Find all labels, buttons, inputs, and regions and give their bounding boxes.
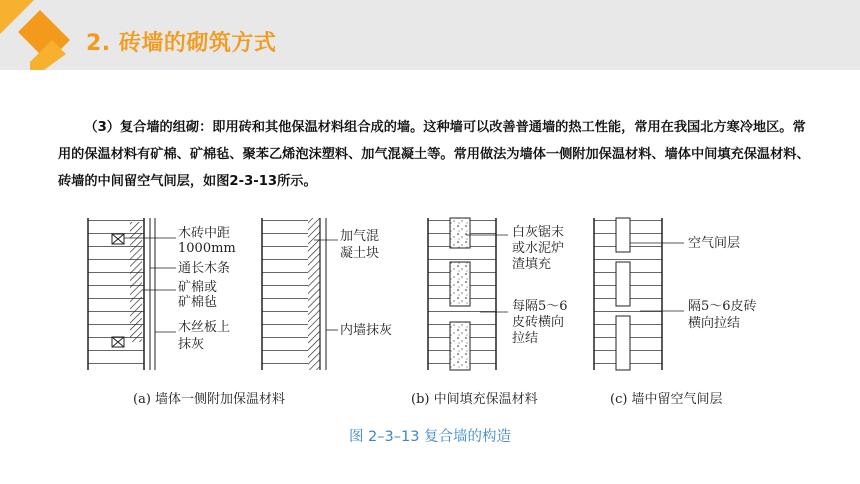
panel-b-label-5: 皮砖横向 [512, 315, 565, 330]
panel-a-label-5: 矿棉毡 [178, 295, 218, 310]
panel-c-label-1: 空气间层 [688, 236, 741, 251]
panel-a2-label-1: 加气混 [340, 229, 380, 244]
panel-a2-wall-drawing [262, 218, 338, 370]
page-title: 2. 砖墙的砌筑方式 [86, 31, 277, 56]
panel-c-caption: (c) 墙中留空气间层 [610, 392, 723, 407]
panel-a-label-7: 抹灰 [178, 337, 205, 352]
panel-b-label-3: 渣填充 [512, 257, 552, 272]
panel-b-label-1: 白灰锯末 [512, 225, 565, 240]
panel-b-label-6: 拉结 [512, 331, 539, 346]
panel-a-label-4: 矿棉或 [178, 280, 218, 295]
panel-c-label-3: 横向拉结 [688, 316, 741, 331]
panel-b-label-4: 每隔5～6 [512, 299, 568, 314]
panel-b-label-2: 或水泥炉 [512, 241, 565, 256]
panel-a-label-6: 木丝板上 [178, 320, 231, 335]
panel-a-label-2: 1000mm [178, 241, 236, 256]
figure-caption: 图 2–3–13 复合墙的构造 [348, 429, 512, 445]
panel-a2-label-2: 凝土块 [340, 246, 380, 261]
panel-a-wall-drawing [88, 218, 176, 370]
panel-b-wall-drawing [428, 218, 508, 370]
panel-a2-label-3: 内墙抹灰 [340, 323, 393, 338]
panel-a-label-3: 通长木条 [178, 261, 231, 276]
panel-b-caption: (b) 中间填充保温材料 [411, 392, 538, 407]
panel-c-wall-drawing [594, 218, 684, 370]
panel-c-label-2: 隔5～6皮砖 [688, 299, 757, 314]
body-paragraph: （3）复合墙的组砌：即用砖和其他保温材料组合成的墙。这种墙可以改善普通墙的热工性能，常用在我国北方寒冷地区。常用的保温材料有矿棉、矿棉毡、聚苯乙烯泡沫塑料、加气混凝土等。常用做法为墙体一侧附加保温材料、墙体中间填充保温材料、砖墙的中间留空气间层，如图2-3-13所示。 [58, 120, 810, 189]
panel-a-caption: (a) 墙体一侧附加保温材料 [133, 392, 286, 407]
panel-a-label-1: 木砖中距 [178, 226, 231, 241]
